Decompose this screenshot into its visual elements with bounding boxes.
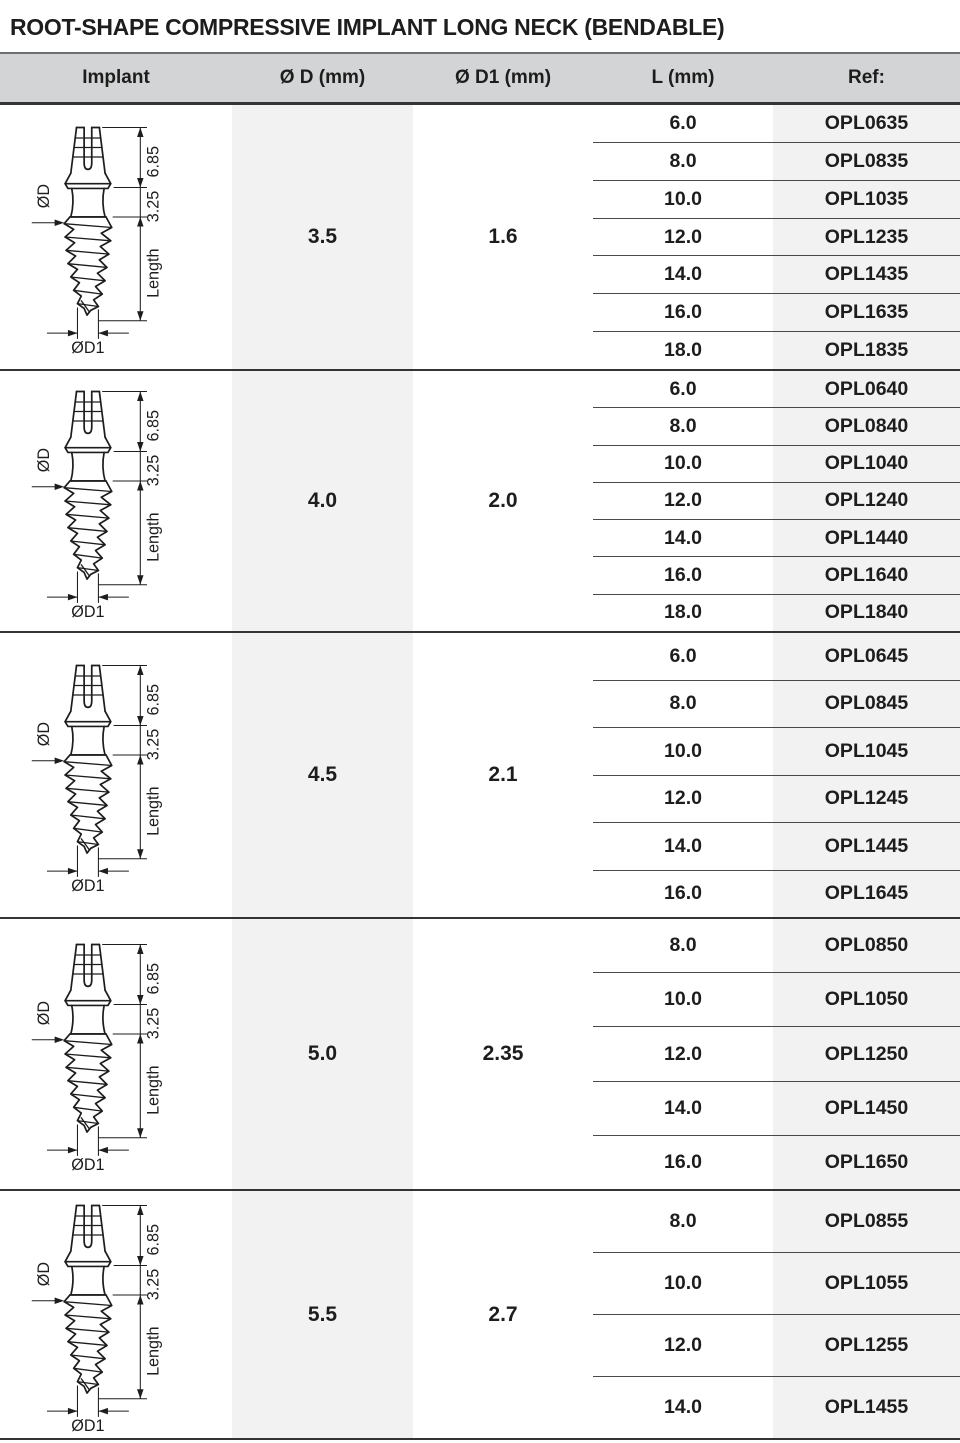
ref-value: OPL0640	[824, 377, 909, 400]
implant-neck	[69, 452, 105, 481]
arrow-right-icon	[67, 330, 77, 336]
table-header	[0, 52, 960, 105]
length-value: 10.0	[664, 988, 702, 1011]
length-cell	[593, 1191, 773, 1252]
length-value: 10.0	[664, 452, 702, 475]
dim-label-d: ØD	[34, 721, 53, 747]
size-rows	[593, 919, 960, 1189]
abutment-ridges	[73, 676, 101, 695]
length-cell	[593, 728, 773, 775]
table-row	[593, 972, 960, 1026]
ref-cell	[773, 1082, 960, 1135]
length-value: 8.0	[669, 149, 697, 172]
abutment-slot	[84, 666, 92, 708]
ref-cell	[773, 143, 960, 180]
length-value: 18.0	[664, 339, 702, 362]
ref-value: OPL1250	[824, 1042, 909, 1065]
ref-cell	[773, 483, 960, 519]
table-row	[593, 1252, 960, 1314]
ref-value: OPL1035	[824, 187, 909, 210]
arrow-up-icon	[137, 481, 143, 491]
ref-cell	[773, 1315, 960, 1376]
d1-value-cell	[413, 105, 593, 369]
length-value: 14.0	[664, 1396, 702, 1418]
length-cell	[593, 408, 773, 444]
length-cell	[593, 776, 773, 823]
length-cell	[593, 1027, 773, 1080]
length-cell	[593, 973, 773, 1026]
header-implant: Implant	[82, 67, 150, 88]
table-row	[593, 1314, 960, 1376]
length-value: 10.0	[664, 1272, 702, 1294]
header-diameter-d1: Ø D1 (mm)	[454, 67, 552, 88]
length-value: 12.0	[664, 1334, 702, 1356]
ref-value: OPL1435	[824, 263, 909, 286]
implant-diagram	[26, 118, 207, 356]
ref-cell	[773, 633, 960, 680]
arrow-right-icon	[54, 219, 64, 225]
implant-drawing	[64, 666, 112, 854]
table-row	[593, 371, 960, 407]
length-value: 12.0	[664, 787, 702, 810]
ref-value: OPL1635	[824, 301, 909, 324]
ref-cell	[773, 1136, 960, 1189]
arrow-down-icon	[137, 995, 143, 1005]
table-row	[593, 775, 960, 823]
length-value: 14.0	[664, 1096, 702, 1119]
ref-cell	[773, 681, 960, 728]
ref-cell	[773, 520, 960, 556]
arrow-down-icon	[137, 849, 143, 859]
arrow-right-icon	[67, 594, 77, 600]
ref-value: OPL1640	[824, 564, 909, 587]
arrow-right-icon	[54, 483, 64, 489]
implant-diagram-cell	[0, 105, 232, 369]
abutment-slot	[84, 945, 92, 987]
arrow-right-icon	[67, 1147, 77, 1153]
table-row	[593, 727, 960, 775]
ref-value: OPL0840	[824, 414, 909, 437]
arrow-left-icon	[98, 1147, 108, 1153]
ref-value: OPL0645	[824, 644, 909, 667]
ref-value: OPL1045	[824, 739, 909, 762]
page-title: ROOT-SHAPE COMPRESSIVE IMPLANT LONG NECK (BENDABLE)	[10, 14, 725, 40]
ref-cell	[773, 1027, 960, 1080]
dim-label-d: ØD	[34, 1261, 53, 1286]
table-row	[593, 519, 960, 556]
d-value-cell	[232, 1191, 413, 1438]
ref-value: OPL1235	[824, 225, 909, 248]
implant-group	[0, 1191, 960, 1440]
length-value: 14.0	[664, 526, 702, 549]
d-value-cell	[232, 919, 413, 1189]
arrow-left-icon	[98, 330, 108, 336]
abutment-flare	[65, 1251, 111, 1261]
implant-diagram-cell	[0, 633, 232, 917]
ref-value: OPL1840	[824, 601, 909, 624]
arrow-up-icon	[137, 392, 143, 402]
abutment-slot	[84, 128, 92, 170]
d-value: 4.0	[307, 489, 338, 512]
dim-label-d1: ØD1	[70, 339, 105, 356]
ref-value: OPL1835	[824, 339, 909, 362]
length-cell	[593, 823, 773, 870]
implant-drawing	[64, 392, 112, 580]
header-ref: Ref:	[848, 67, 885, 88]
implant-drawing	[64, 1205, 112, 1393]
length-cell	[593, 557, 773, 593]
ref-cell	[773, 1377, 960, 1438]
arrow-left-icon	[98, 1407, 108, 1413]
length-cell	[593, 483, 773, 519]
table-row	[593, 919, 960, 972]
arrow-up-icon	[137, 666, 143, 676]
d1-value-cell	[413, 919, 593, 1189]
length-cell	[593, 219, 773, 256]
implant-drawing	[64, 945, 112, 1133]
implant-diagram-cell	[0, 919, 232, 1189]
table-row	[593, 445, 960, 482]
table-row	[593, 1135, 960, 1189]
length-value: 16.0	[664, 1150, 702, 1173]
implant-neck	[69, 1005, 105, 1034]
ref-value: OPL0855	[824, 1210, 909, 1232]
table-row	[593, 293, 960, 331]
table-row	[593, 680, 960, 728]
arrow-left-icon	[98, 594, 108, 600]
dim-label-neck: 3.25	[143, 1268, 162, 1300]
table-row	[593, 218, 960, 256]
d1-value: 2.1	[488, 763, 518, 786]
d-value-cell	[232, 633, 413, 917]
ref-cell	[773, 1253, 960, 1314]
arrow-down-icon	[137, 311, 143, 321]
ref-cell	[773, 973, 960, 1026]
length-cell	[593, 181, 773, 218]
length-value: 14.0	[664, 263, 702, 286]
dim-label-d: ØD	[34, 447, 53, 473]
ref-cell	[773, 557, 960, 593]
abutment-outline	[70, 1205, 104, 1251]
length-value: 16.0	[664, 564, 702, 587]
length-value: 12.0	[664, 225, 702, 248]
dim-label-length: Length	[143, 248, 162, 298]
dim-label-d1: ØD1	[70, 877, 105, 894]
implant-group	[0, 919, 960, 1191]
dim-label-neck: 3.25	[143, 728, 162, 761]
header-diameter-d: Ø D (mm)	[279, 67, 366, 88]
dim-label-length: Length	[143, 512, 162, 562]
length-cell	[593, 446, 773, 482]
arrow-right-icon	[54, 757, 64, 763]
length-cell	[593, 143, 773, 180]
ref-value: OPL1440	[824, 526, 909, 549]
length-cell	[593, 871, 773, 918]
ref-cell	[773, 256, 960, 293]
table-row	[593, 1026, 960, 1080]
length-value: 18.0	[664, 601, 702, 624]
implant-diagram	[26, 382, 207, 620]
length-cell	[593, 1082, 773, 1135]
table-row	[593, 142, 960, 180]
table-row	[593, 1191, 960, 1252]
ref-value: OPL1455	[824, 1396, 909, 1418]
abutment-ridges	[73, 138, 101, 157]
length-cell	[593, 1253, 773, 1314]
ref-value: OPL0845	[824, 692, 909, 715]
implant-neck	[69, 188, 105, 217]
ref-cell	[773, 219, 960, 256]
length-cell	[593, 1377, 773, 1438]
length-cell	[593, 332, 773, 369]
implant-diagram-cell	[0, 371, 232, 631]
ref-value: OPL0850	[824, 934, 909, 957]
table-row	[593, 594, 960, 631]
arrow-right-icon	[67, 868, 77, 874]
d1-value: 2.0	[488, 489, 518, 512]
arrow-down-icon	[137, 1128, 143, 1138]
arrow-right-icon	[67, 1407, 77, 1413]
ref-value: OPL1055	[824, 1272, 909, 1294]
dim-label-d1: ØD1	[70, 1156, 105, 1173]
length-value: 6.0	[669, 377, 697, 400]
ref-cell	[773, 408, 960, 444]
length-value: 8.0	[669, 692, 697, 715]
implant-drawing	[64, 128, 112, 316]
ref-cell	[773, 332, 960, 369]
length-cell	[593, 371, 773, 407]
arrow-up-icon	[137, 1205, 143, 1215]
ref-value: OPL1245	[824, 787, 909, 810]
size-rows	[593, 1191, 960, 1438]
size-rows	[593, 105, 960, 369]
d1-value: 2.35	[482, 1042, 524, 1065]
length-value: 16.0	[664, 882, 702, 905]
implant-group	[0, 633, 960, 919]
table-row	[593, 1376, 960, 1438]
dim-label-top: 6.85	[143, 963, 162, 995]
dim-label-top: 6.85	[143, 146, 162, 178]
ref-cell	[773, 446, 960, 482]
arrow-up-icon	[137, 945, 143, 955]
table-row	[593, 180, 960, 218]
ref-value: OPL1450	[824, 1096, 909, 1119]
ref-cell	[773, 181, 960, 218]
ref-cell	[773, 105, 960, 142]
arrow-up-icon	[137, 128, 143, 138]
arrow-right-icon	[54, 1297, 64, 1303]
length-value: 10.0	[664, 739, 702, 762]
arrow-up-icon	[137, 1034, 143, 1044]
ref-cell	[773, 1191, 960, 1252]
d1-value: 2.7	[488, 1302, 518, 1326]
abutment-outline	[70, 392, 104, 438]
table-row	[593, 1081, 960, 1135]
ref-cell	[773, 919, 960, 972]
d1-value-cell	[413, 1191, 593, 1438]
abutment-outline	[70, 128, 104, 174]
length-value: 6.0	[669, 111, 697, 134]
table-row	[593, 105, 960, 142]
dim-label-d: ØD	[34, 1000, 53, 1026]
length-cell	[593, 1136, 773, 1189]
arrow-down-icon	[137, 1389, 143, 1399]
implant-neck	[69, 726, 105, 755]
length-cell	[593, 294, 773, 331]
ref-cell	[773, 595, 960, 631]
arrow-down-icon	[137, 575, 143, 585]
dim-label-length: Length	[143, 1325, 162, 1376]
ref-cell	[773, 294, 960, 331]
ref-value: OPL1645	[824, 882, 909, 905]
size-rows	[593, 371, 960, 631]
spec-table	[0, 52, 960, 1440]
table-row	[593, 255, 960, 293]
table-row	[593, 822, 960, 870]
length-value: 14.0	[664, 834, 702, 857]
table-row	[593, 407, 960, 444]
implant-group	[0, 371, 960, 633]
abutment-slot	[84, 1205, 92, 1247]
ref-cell	[773, 776, 960, 823]
d1-value: 1.6	[488, 225, 518, 248]
abutment-flare	[65, 990, 111, 1000]
ref-cell	[773, 728, 960, 775]
ref-value: OPL1650	[824, 1150, 909, 1173]
length-cell	[593, 595, 773, 631]
length-cell	[593, 919, 773, 972]
abutment-ridges	[73, 1215, 101, 1234]
length-cell	[593, 105, 773, 142]
length-value: 8.0	[669, 414, 697, 437]
d-value: 4.5	[307, 763, 338, 786]
d1-value-cell	[413, 371, 593, 631]
length-cell	[593, 256, 773, 293]
ref-value: OPL1040	[824, 452, 909, 475]
d-value-cell	[232, 371, 413, 631]
dim-label-top: 6.85	[143, 1223, 162, 1256]
dim-label-neck: 3.25	[143, 454, 162, 487]
implant-diagram-cell	[0, 1191, 232, 1438]
length-cell	[593, 1315, 773, 1376]
abutment-flare	[65, 711, 111, 721]
ref-value: OPL1240	[824, 489, 909, 512]
abutment-outline	[70, 666, 104, 712]
d-value: 5.0	[307, 1042, 338, 1065]
abutment-slot	[84, 392, 92, 434]
length-value: 12.0	[664, 1042, 702, 1065]
d-value: 5.5	[307, 1302, 338, 1326]
dim-label-top: 6.85	[143, 684, 162, 716]
arrow-up-icon	[137, 755, 143, 765]
arrow-down-icon	[137, 1255, 143, 1265]
table-row	[593, 633, 960, 680]
ref-value: OPL0835	[824, 149, 909, 172]
abutment-ridges	[73, 402, 101, 421]
dim-label-length: Length	[143, 786, 162, 836]
implant-neck	[69, 1266, 105, 1295]
ref-value: OPL0635	[824, 111, 909, 134]
length-value: 10.0	[664, 187, 702, 210]
arrow-up-icon	[137, 217, 143, 227]
d-value: 3.5	[307, 225, 338, 248]
arrow-up-icon	[137, 1295, 143, 1305]
table-row	[593, 331, 960, 369]
dim-label-d: ØD	[34, 183, 53, 209]
implant-diagram	[26, 656, 207, 894]
table-row	[593, 870, 960, 918]
table-row	[593, 556, 960, 593]
table-row	[593, 482, 960, 519]
ref-value: OPL1445	[824, 834, 909, 857]
ref-cell	[773, 823, 960, 870]
length-value: 12.0	[664, 489, 702, 512]
dim-label-length: Length	[143, 1065, 162, 1115]
length-cell	[593, 633, 773, 680]
arrow-down-icon	[137, 178, 143, 188]
length-cell	[593, 520, 773, 556]
dim-label-top: 6.85	[143, 410, 162, 442]
arrow-down-icon	[137, 716, 143, 726]
length-value: 8.0	[669, 1210, 697, 1232]
abutment-ridges	[73, 955, 101, 974]
implant-group	[0, 105, 960, 371]
abutment-flare	[65, 173, 111, 183]
size-rows	[593, 633, 960, 917]
d1-value-cell	[413, 633, 593, 917]
ref-cell	[773, 871, 960, 918]
dim-label-neck: 3.25	[143, 190, 162, 223]
implant-diagram	[26, 1196, 207, 1434]
arrow-left-icon	[98, 868, 108, 874]
abutment-flare	[65, 437, 111, 447]
length-value: 8.0	[669, 934, 697, 957]
dim-label-d1: ØD1	[70, 1416, 105, 1434]
ref-cell	[773, 371, 960, 407]
table-body	[0, 105, 960, 1440]
dim-label-neck: 3.25	[143, 1007, 162, 1040]
ref-value: OPL1050	[824, 988, 909, 1011]
implant-diagram	[26, 935, 207, 1173]
d-value-cell	[232, 105, 413, 369]
dim-label-d1: ØD1	[70, 603, 105, 620]
length-value: 16.0	[664, 301, 702, 324]
length-cell	[593, 681, 773, 728]
header-length: L (mm)	[651, 67, 715, 88]
arrow-right-icon	[54, 1036, 64, 1042]
abutment-outline	[70, 945, 104, 991]
ref-value: OPL1255	[824, 1334, 909, 1356]
length-value: 6.0	[669, 644, 697, 667]
arrow-down-icon	[137, 442, 143, 452]
